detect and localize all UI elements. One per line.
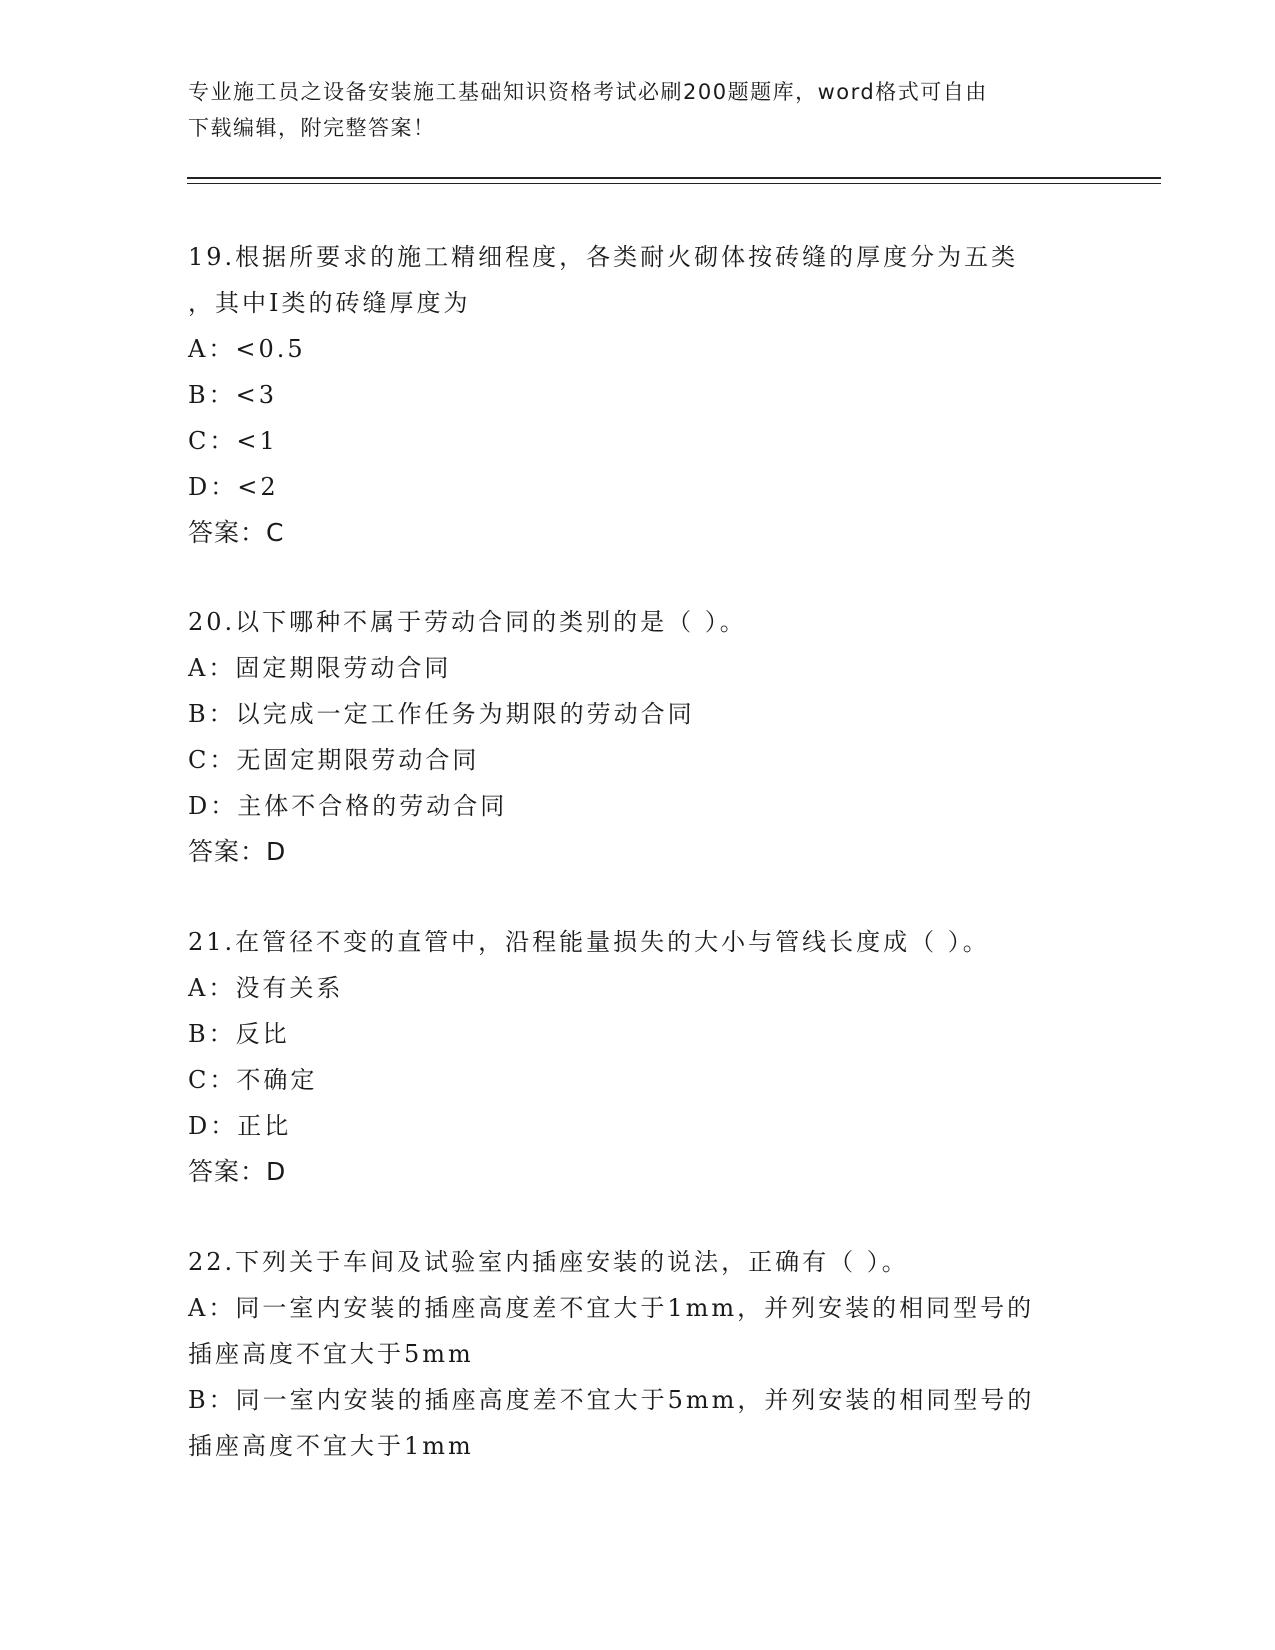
question-21 bbox=[188, 919, 1088, 1195]
option-b: B：以完成一定工作任务为期限的劳动合同 bbox=[188, 700, 695, 728]
option-c: C：<1 bbox=[188, 427, 278, 455]
option-d: D：<2 bbox=[188, 473, 279, 501]
question-stem-line: 20.以下哪种不属于劳动合同的类别的是（ ）。 bbox=[188, 608, 747, 636]
question-20 bbox=[188, 599, 1088, 875]
option-d: D：正比 bbox=[188, 1112, 292, 1140]
option-b: B：反比 bbox=[188, 1020, 290, 1048]
option-b-continued: 插座高度不宜大于1mm bbox=[188, 1432, 474, 1460]
answer-line: 答案：C bbox=[188, 518, 285, 547]
option-c: C：不确定 bbox=[188, 1066, 318, 1094]
question-stem-line: 21.在管径不变的直管中，沿程能量损失的大小与管线长度成（ ）。 bbox=[188, 928, 990, 956]
option-a: A：固定期限劳动合同 bbox=[188, 654, 452, 682]
question-stem-line: ，其中Ⅰ类的砖缝厚度为 bbox=[188, 289, 471, 317]
document-header bbox=[188, 74, 1088, 146]
option-b: B：同一室内安装的插座高度差不宜大于5mm，并列安装的相同型号的 bbox=[188, 1386, 1035, 1414]
option-a: A：没有关系 bbox=[188, 974, 344, 1002]
option-c: C：无固定期限劳动合同 bbox=[188, 746, 480, 774]
option-b: B：<3 bbox=[188, 381, 278, 409]
option-d: D：主体不合格的劳动合同 bbox=[188, 792, 508, 820]
answer-line: 答案：D bbox=[188, 1157, 287, 1186]
header-line-2: 下载编辑，附完整答案！ bbox=[188, 116, 436, 140]
question-stem-line: 22.下列关于车间及试验室内插座安装的说法，正确有（ ）。 bbox=[188, 1248, 909, 1276]
option-a-continued: 插座高度不宜大于5mm bbox=[188, 1340, 474, 1368]
question-stem-line: 19.根据所要求的施工精细程度，各类耐火砌体按砖缝的厚度分为五类 bbox=[188, 243, 1019, 271]
option-a: A：同一室内安装的插座高度差不宜大于1mm，并列安装的相同型号的 bbox=[188, 1294, 1035, 1322]
question-19 bbox=[188, 234, 1088, 556]
answer-line: 答案：D bbox=[188, 837, 287, 866]
header-line-1: 专业施工员之设备安装施工基础知识资格考试必刷200题题库，word格式可自由 bbox=[188, 80, 988, 104]
header-divider-thin bbox=[187, 183, 1161, 184]
question-22 bbox=[188, 1239, 1088, 1469]
header-divider-thick bbox=[187, 177, 1161, 179]
option-a: A：<0.5 bbox=[188, 335, 306, 363]
